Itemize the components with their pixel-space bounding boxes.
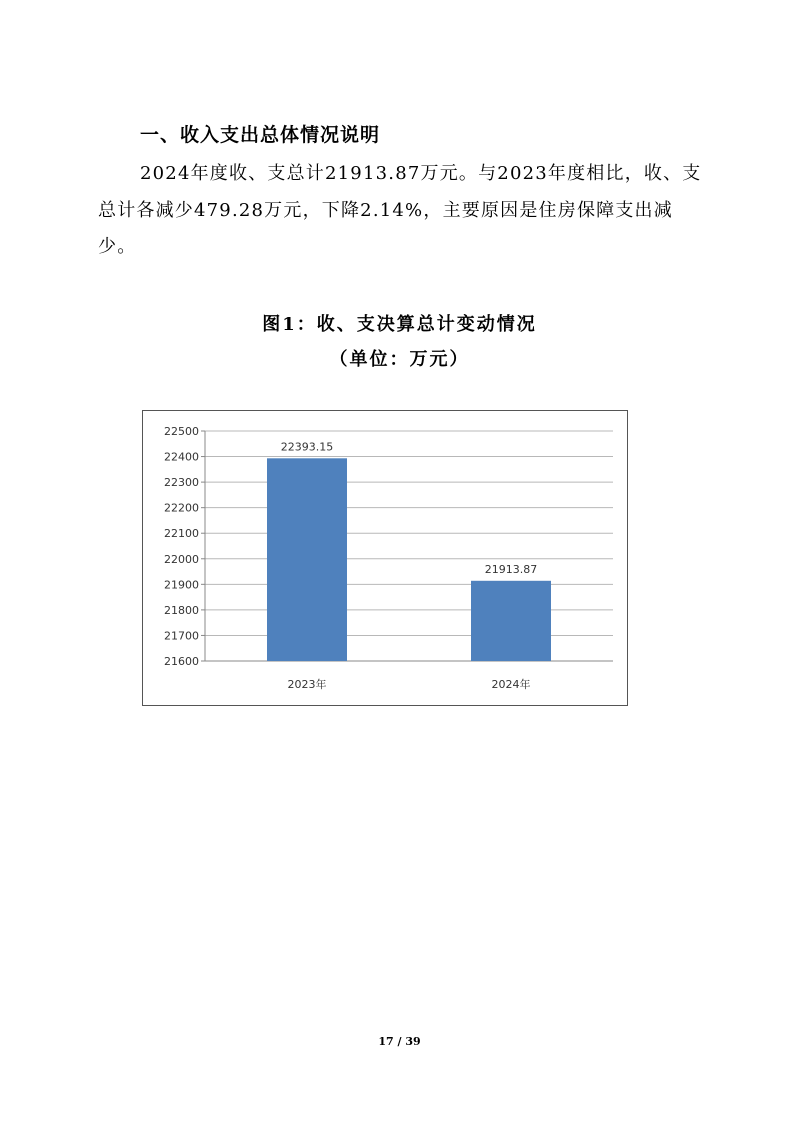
x-tick-label: 2023年 [287, 678, 327, 691]
bar [267, 458, 347, 661]
y-tick-label: 22500 [164, 425, 199, 438]
chart-container [142, 410, 628, 706]
section-heading: 一、收入支出总体情况说明 [140, 124, 381, 146]
data-label: 21913.87 [484, 562, 538, 576]
bar [471, 581, 551, 661]
y-tick-label: 22100 [164, 527, 199, 541]
y-tick-label: 21900 [164, 578, 199, 592]
y-tick-label: 22000 [164, 552, 199, 566]
y-tick-label: 21700 [164, 629, 199, 643]
y-tick-label: 21600 [164, 655, 199, 668]
page-number: 17 / 39 [378, 1035, 421, 1048]
y-tick-label: 21800 [164, 603, 199, 617]
figure-subtitle: （单位：万元） [329, 349, 470, 370]
x-tick-label: 2024年 [491, 678, 531, 691]
y-tick-label: 22400 [164, 450, 199, 464]
bar-chart [143, 411, 629, 707]
data-label: 22393.15 [280, 440, 334, 454]
figure-title: 图1：收、支决算总计变动情况 [262, 314, 537, 335]
y-tick-label: 22300 [164, 476, 199, 490]
y-tick-label: 22200 [164, 501, 199, 515]
section-paragraph: 2024年度收、支总计21913.87万元。与2023年度相比，收、支总计各减少479.28万元，下降2.14%，主要原因是住房保障支出减少。 [98, 163, 702, 257]
